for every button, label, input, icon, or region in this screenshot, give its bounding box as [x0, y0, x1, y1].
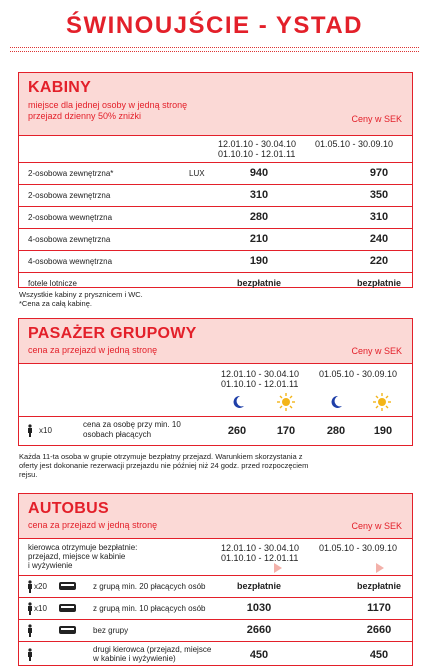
price-period2: 310 — [369, 211, 389, 223]
period2-line1: 01.05.10 - 30.09.10 — [319, 369, 398, 379]
row-label: bez grupy — [93, 626, 129, 635]
price-value: 260 — [227, 425, 247, 437]
section-heading: AUTOBUS — [28, 500, 109, 517]
count-label: x10 — [34, 604, 47, 613]
price-period1: 1030 — [246, 602, 272, 614]
divider — [10, 47, 419, 48]
row-label: 2-osobowa zewnętrzna — [28, 191, 111, 200]
person-icon — [27, 580, 33, 593]
section-subtitle: przejazd dzienny 50% zniżki — [28, 111, 142, 121]
intro-line: przejazd, miejsce w kabinie — [28, 552, 126, 561]
price-period2: 220 — [369, 255, 389, 267]
price-period1: bezpłatnie — [236, 581, 281, 591]
count-label: x10 — [39, 426, 52, 435]
group-header — [19, 319, 412, 364]
period1-line1: 12.01.10 - 30.04.10 — [221, 543, 300, 553]
moon-icon — [231, 395, 245, 409]
section-heading: PASAŻER GRUPOWY — [28, 325, 197, 342]
sun-icon — [373, 393, 391, 411]
table-row — [19, 416, 412, 444]
table-row — [19, 250, 412, 272]
section-subtitle: cena za przejazd w jedną stronę — [28, 520, 158, 530]
period1-line1: 12.01.10 - 30.04.10 — [221, 369, 300, 379]
group-passenger-section — [18, 318, 413, 446]
sun-icon — [277, 393, 295, 411]
moon-icon — [329, 395, 343, 409]
row-label: fotele lotnicze — [28, 279, 77, 288]
price-period1: 210 — [249, 233, 269, 245]
person-icon — [27, 424, 33, 437]
price-period2: 1170 — [367, 602, 391, 614]
page-title: ŚWINOUJŚCIE - YSTAD — [66, 12, 363, 39]
row-label: 4-osobowa zewnętrzna — [28, 235, 111, 244]
bus-section — [18, 493, 413, 666]
period-header — [19, 136, 412, 162]
price-period2: 240 — [369, 233, 389, 245]
price-period1: 310 — [249, 189, 269, 201]
currency-label: Ceny w SEK — [351, 521, 402, 531]
table-row — [19, 575, 412, 597]
currency-label: Ceny w SEK — [351, 114, 402, 124]
section-heading: KABINY — [28, 79, 92, 96]
section-subtitle: miejsce dla jednej osoby w jedną stronę — [28, 100, 188, 110]
bus-icon — [59, 626, 76, 634]
intro-line: kierowca otrzymuje bezpłatnie: — [28, 543, 138, 552]
currency-label: Ceny w SEK — [351, 346, 402, 356]
row-label: cena za osobę przy min. 10 — [83, 420, 181, 429]
person-icon — [27, 648, 33, 661]
cabins-section — [18, 72, 413, 288]
period1-line1: 12.01.10 - 30.04.10 — [218, 139, 297, 149]
arrow-icon — [274, 563, 282, 573]
cabins-note: Wszystkie kabiny z prysznicem i WC. — [19, 290, 143, 299]
price-value: 190 — [373, 425, 393, 437]
row-label: osobach płacących — [83, 430, 152, 439]
note-line: rejsu. — [19, 470, 38, 479]
table-row — [19, 641, 412, 667]
row-label: drugi kierowca (przejazd, miejsce w kabinie i wyżywienie) — [93, 645, 212, 663]
price-period2: 2660 — [366, 624, 392, 636]
price-period2: bezpłatnie — [356, 278, 401, 288]
price-value: 170 — [276, 425, 296, 437]
table-row — [19, 619, 412, 641]
bus-header — [19, 494, 412, 539]
section-subtitle: cena za przejazd w jedną stronę — [28, 345, 158, 355]
bus-icon — [59, 582, 76, 590]
bus-intro — [19, 539, 412, 575]
period1-line2: 01.10.10 - 12.01.11 — [218, 149, 296, 159]
price-period2: bezpłatnie — [356, 581, 401, 591]
price-period1: 2660 — [246, 624, 272, 636]
price-period1: 190 — [249, 255, 269, 267]
table-row — [19, 597, 412, 619]
intro-line: i wyżywienie — [28, 561, 73, 570]
row-label: 2-osobowa zewnętrzna* — [28, 169, 114, 178]
price-period2: 450 — [369, 649, 389, 661]
lux-label: LUX — [189, 169, 205, 178]
price-period2: 350 — [369, 189, 389, 201]
divider — [10, 51, 419, 52]
arrow-icon — [376, 563, 384, 573]
price-value: 280 — [326, 425, 346, 437]
price-period2: 970 — [369, 167, 389, 179]
price-period1: 940 — [249, 167, 269, 179]
row-label: 2-osobowa wewnętrzna — [28, 213, 113, 222]
table-row — [19, 162, 412, 184]
period2-line1: 01.05.10 - 30.09.10 — [319, 543, 398, 553]
person-icon — [27, 624, 33, 637]
person-icon — [27, 602, 33, 615]
row-label: 4-osobowa wewnętrzna — [28, 257, 113, 266]
price-period1: 450 — [249, 649, 269, 661]
price-period1: bezpłatnie — [236, 278, 281, 288]
table-row — [19, 206, 412, 228]
cabins-note: *Cena za całą kabinę. — [19, 299, 92, 308]
count-label: x20 — [34, 582, 47, 591]
period-header — [19, 364, 412, 416]
row-label: z grupą min. 20 płacących osób — [93, 582, 206, 591]
bus-icon — [59, 604, 76, 612]
group-note — [19, 452, 411, 479]
period1-line2: 01.10.10 - 12.01.11 — [221, 379, 299, 389]
table-row — [19, 184, 412, 206]
note-line: Każda 11-ta osoba w grupie otrzymuje bezpłatny przejazd. Warunkiem skorzystania z — [19, 452, 303, 461]
note-line: oferty jest dokonanie rezerwacji przejazdu nie później niż 24 godz. przed rozpoczęciem — [19, 461, 309, 470]
cabins-header — [19, 73, 412, 136]
period1-line2: 01.10.10 - 12.01.11 — [221, 553, 299, 563]
period2-line1: 01.05.10 - 30.09.10 — [315, 139, 394, 149]
row-label: z grupą min. 10 płacących osób — [93, 604, 206, 613]
table-row — [19, 228, 412, 250]
price-period1: 280 — [249, 211, 269, 223]
